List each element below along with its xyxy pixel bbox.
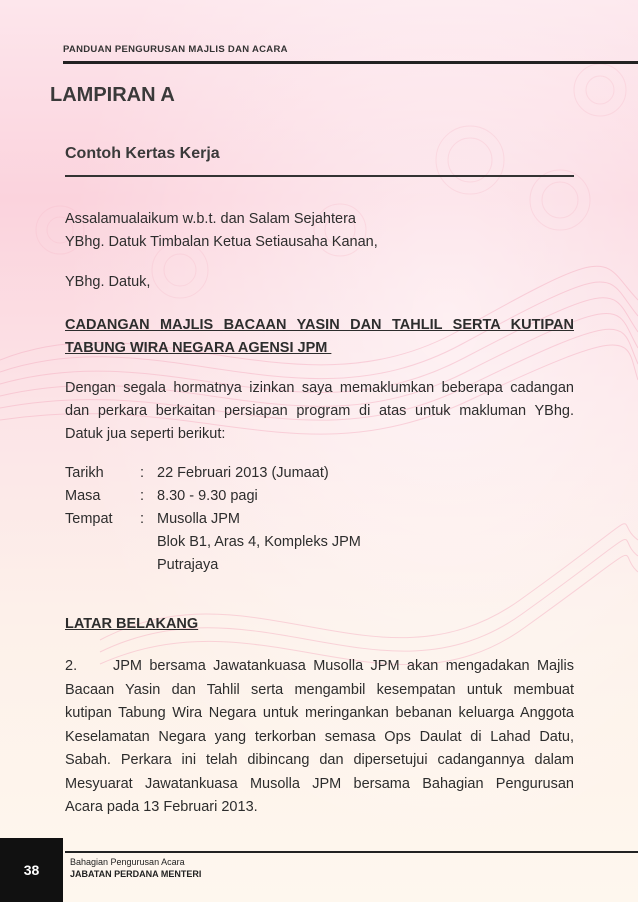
subject-line-1: CADANGAN MAJLIS BACAAN YASIN DAN TAHLIL SERTA KUTIPAN bbox=[65, 317, 574, 333]
background-line-1 bbox=[65, 655, 574, 679]
greeting-line-1: Assalamualaikum w.b.t. dan Salam Sejahtera bbox=[65, 211, 356, 227]
detail-colon-time: : bbox=[140, 488, 145, 504]
footer-department: Bahagian Pengurusan Acara bbox=[70, 857, 185, 867]
detail-label-time: Masa bbox=[65, 488, 101, 504]
intro-line-3: Datuk jua seperti berikut: bbox=[65, 426, 226, 442]
background-paragraph bbox=[65, 655, 574, 820]
subject-heading bbox=[65, 314, 574, 360]
detail-colon-place: : bbox=[140, 511, 145, 527]
subject-line-2: TABUNG WIRA NEGARA AGENSI JPM bbox=[65, 340, 332, 356]
background-line-1-text: JPM bersama Jawatankuasa Musolla JPM akan mengadakan Majlis bbox=[113, 658, 574, 674]
appendix-title: LAMPIRAN A bbox=[50, 84, 175, 106]
background-line-4: Keselamatan Negara yang terkorban semasa Ops Daulat di Lahad Datu, bbox=[65, 728, 574, 745]
salutation: YBhg. Datuk, bbox=[65, 274, 151, 290]
background-line-5: Sabah. Perkara ini telah dibincang dan dipersetujui cadangannya dalam bbox=[65, 752, 574, 768]
background-line-7: Acara pada 13 Februari 2013. bbox=[65, 799, 258, 815]
footer-ministry: JABATAN PERDANA MENTERI bbox=[70, 869, 202, 879]
detail-value-time: 8.30 - 9.30 pagi bbox=[157, 488, 258, 504]
detail-colon-date: : bbox=[140, 465, 145, 481]
footer-rule bbox=[65, 851, 638, 853]
section-heading-text: LATAR BELAKANG bbox=[65, 616, 199, 632]
section-heading bbox=[65, 613, 574, 636]
greeting-line-2: YBhg. Datuk Timbalan Ketua Setiausaha Kanan, bbox=[65, 234, 378, 250]
address-line-2: Blok B1, Aras 4, Kompleks JPM bbox=[157, 534, 361, 550]
header-rule bbox=[63, 61, 638, 64]
detail-value-place: Musolla JPM bbox=[157, 511, 240, 527]
detail-label-date: Tarikh bbox=[65, 465, 104, 481]
page-number: 38 bbox=[0, 838, 63, 902]
detail-label-place: Tempat bbox=[65, 511, 113, 527]
intro-line-2: dan perkara berkaitan persiapan program di atas untuk makluman YBhg. bbox=[65, 403, 574, 419]
paragraph-number: 2. bbox=[65, 658, 78, 674]
document-subtitle: Contoh Kertas Kerja bbox=[65, 145, 220, 162]
intro-line-1: Dengan segala hormatnya izinkan saya memaklumkan beberapa cadangan bbox=[65, 380, 574, 396]
address-line-3: Putrajaya bbox=[157, 557, 219, 573]
background-line-2: Bacaan Yasin dan Tahlil serta mengambil kesempatan untuk membuat bbox=[65, 681, 574, 698]
background-line-3: kutipan Tabung Wira Negara untuk meringankan bebanan keluarga Anggota bbox=[65, 705, 574, 721]
background-line-6: Mesyuarat Jawatankuasa Musolla JPM bersama Bahagian Pengurusan bbox=[65, 775, 574, 792]
subtitle-rule bbox=[65, 175, 574, 177]
greeting-block bbox=[65, 208, 574, 254]
detail-value-date: 22 Februari 2013 (Jumaat) bbox=[157, 465, 329, 481]
running-header: PANDUAN PENGURUSAN MAJLIS DAN ACARA bbox=[63, 44, 288, 55]
intro-paragraph bbox=[65, 377, 574, 446]
